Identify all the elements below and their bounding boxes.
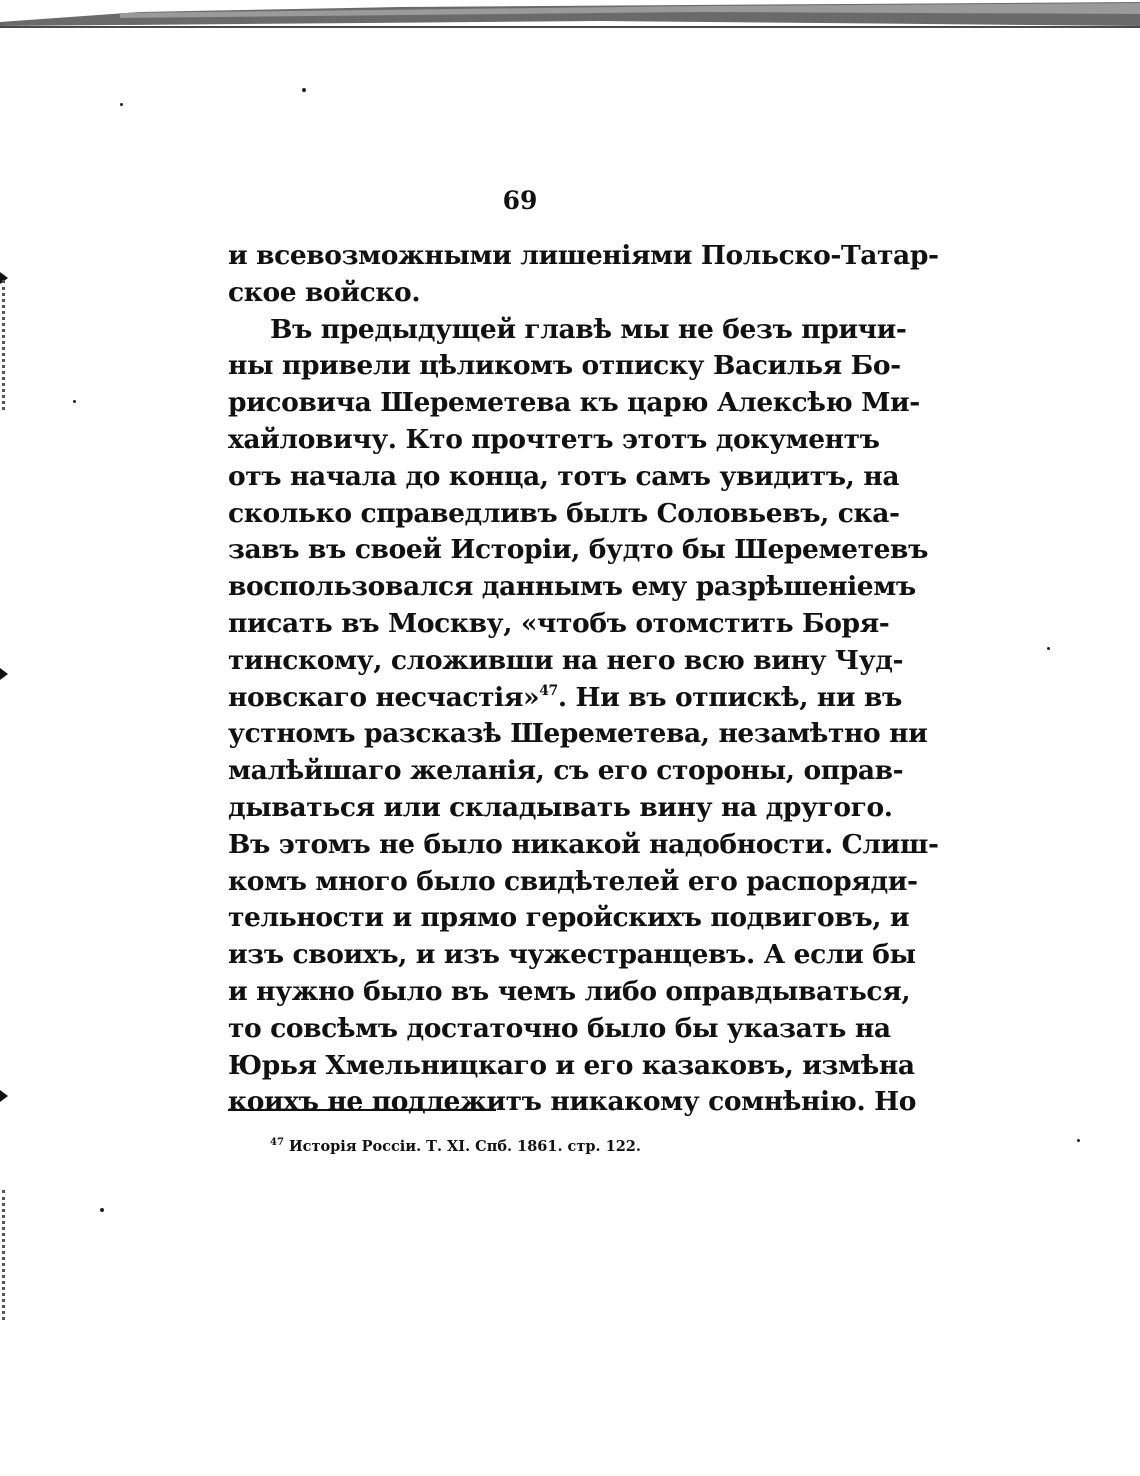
text-line: хайловичу. Кто прочтетъ этотъ документъ: [228, 423, 880, 455]
text-line-with-footnote: [228, 680, 902, 717]
text-line: воспользовался даннымъ ему разрѣшеніемъ: [228, 571, 916, 603]
text-line: ны привели цѣликомъ отписку Василья Бо-: [228, 350, 901, 382]
scan-speck: [1047, 647, 1050, 650]
text-line: коихъ не подлежитъ никакому сомнѣнію. Но: [228, 1086, 917, 1118]
page-number: 69: [502, 186, 538, 215]
text-line: Въ предыдущей главѣ мы не безъ причи-: [270, 313, 907, 345]
text-line: дываться или складывать вину на другого.: [228, 791, 893, 823]
text-line: то совсѣмъ достаточно было бы указать на: [228, 1012, 891, 1044]
footnote: [270, 1137, 641, 1157]
margin-arrow-mark: [0, 668, 8, 680]
text-line-part: . Ни въ отпискѣ, ни въ: [557, 681, 902, 713]
margin-dot-column: [2, 280, 8, 410]
page-top-edge-shadow: [0, 0, 1140, 28]
text-line: изъ своихъ, и изъ чужестранцевъ. А если бы: [228, 939, 916, 971]
scan-speck: [302, 88, 306, 92]
scan-speck: [100, 1208, 104, 1212]
footnote-divider: [228, 1109, 496, 1111]
margin-dot-column: [2, 1190, 8, 1320]
text-line: тинскому, сложивши на него всю вину Чуд-: [228, 644, 904, 676]
scan-speck: [73, 400, 76, 403]
text-line: Юрья Хмельницкаго и его казаковъ, измѣна: [228, 1049, 915, 1081]
text-line: писать въ Москву, «чтобъ отомстить Боря-: [228, 607, 890, 639]
text-line: сколько справедливъ былъ Соловьевъ, ска-: [228, 497, 900, 529]
text-line: устномъ разсказѣ Шереметева, незамѣтно ни: [228, 718, 928, 750]
body-text: [228, 238, 939, 1121]
text-line: рисовича Шереметева къ царю Алексѣю Ми-: [228, 387, 920, 419]
text-line: завъ въ своей Исторіи, будто бы Шереметевъ: [228, 534, 928, 566]
text-line: Въ этомъ не было никакой надобности. Слиш-: [228, 828, 939, 860]
text-line: ское войско.: [228, 276, 421, 308]
footnote-marker: 47: [270, 1137, 284, 1148]
text-line: тельности и прямо геройскихъ подвиговъ, и: [228, 902, 910, 934]
text-line: и всевозможными лишеніями Польско-Татар-: [228, 240, 939, 271]
footnote-text: Исторія Россіи. Т. XI. Спб. 1861. стр. 122.: [288, 1138, 641, 1155]
scan-speck: [1077, 1139, 1080, 1142]
footnote-reference[interactable]: 47: [539, 682, 558, 699]
margin-arrow-mark: [0, 1090, 8, 1102]
text-line: отъ начала до конца, тотъ самъ увидитъ, на: [228, 460, 900, 492]
scan-speck: [120, 103, 123, 106]
text-line: комъ много было свидѣтелей его распоряди-: [228, 865, 918, 897]
text-line-part: новскаго несчастія»: [228, 681, 540, 713]
text-line: и нужно было въ чемъ либо оправдываться,: [228, 975, 911, 1007]
text-line: малѣйшаго желанія, съ его стороны, оправ-: [228, 755, 904, 787]
